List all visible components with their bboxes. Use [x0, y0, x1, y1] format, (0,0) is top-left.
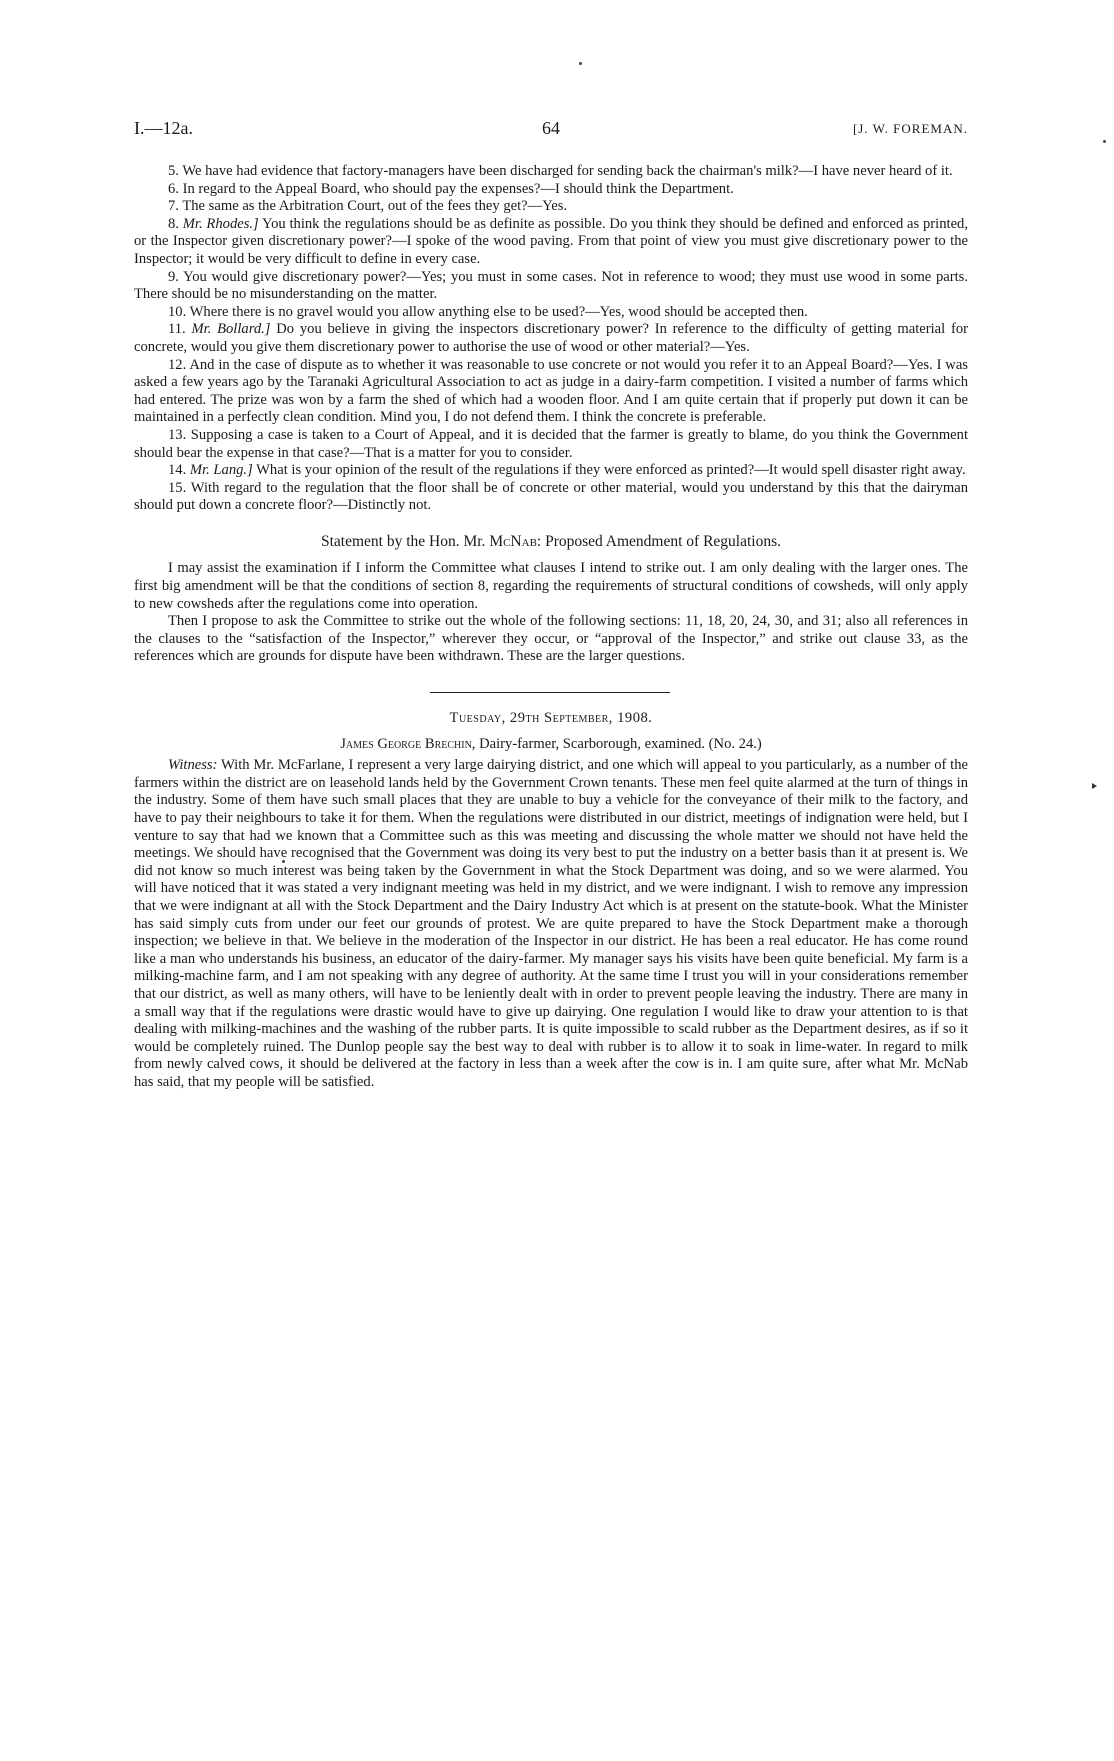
witness-heading: James George Brechin, Dairy-farmer, Scarborough, examined. (No. 24.)	[340, 735, 762, 752]
witness-running-head: [J. W. FOREMAN.	[852, 121, 968, 136]
witness-name: James George Brechin	[340, 735, 472, 752]
qa-item: 12. And in the case of dispute as to whether it was reasonable to use concrete or not would you refer it to an Appeal Board?—Yes. I was asked a few years ago by the Taranaki Agricultural Association to act as judge in a dairy-farm competition. I visited a number of farms which had entered. The prize was won by a farm the shed of which had a wooden floor. And I am quite certain that if properly put down it can be maintained in a perfectly clean condition. Mind you, I do not defend them. I think the concrete is preferable.	[134, 356, 968, 426]
witness-label: Witness:	[168, 757, 218, 774]
qa-item: 9. You would give discretionary power?—Yes; you must in some cases. Not in reference to wood; they must use wood in some parts. There should be no misunderstanding on the matter.	[134, 268, 969, 303]
statement-paragraph: I may assist the examination if I inform the Committee what clauses I intend to strike out. I am only dealing with the larger ones. The first big amendment will be that the conditions of section 8, regarding the requirements of structural conditions of cowsheds, will only apply to new cowsheds after the regulations come into operation.	[134, 560, 968, 612]
speaker-name: Mr. Bollard.]	[191, 321, 271, 338]
document-code: I.—12a.	[134, 118, 193, 138]
qa-item: 15. With regard to the regulation that the floor shall be of concrete or other material, would you understand by this that the dairyman should put down a concrete floor?—Distinctly not.	[134, 479, 969, 514]
scan-speck	[1103, 140, 1106, 143]
page-body	[134, 163, 968, 1092]
qa-item: 7. The same as the Arbitration Court, out of the fees they get?—Yes.	[168, 198, 568, 215]
scan-speck	[579, 62, 582, 65]
statement-body	[134, 560, 968, 666]
page-number: 64	[542, 118, 560, 138]
qa-item: 13. Supposing a case is taken to a Court of Appeal, and it is decided that the farmer is greatly to blame, do you think the Government should bear the expense in that case?—That is a matter for you to consider.	[134, 426, 968, 461]
section-divider	[134, 666, 968, 710]
qa-item: 10. Where there is no gravel would you allow anything else to be used?—Yes, wood should be accepted then.	[168, 303, 808, 320]
question-answer-list	[134, 163, 968, 515]
qa-item: 14. Mr. Lang.] What is your opinion of the result of the regulations if they were enforced as printed?—It would spell disaster right away.	[168, 462, 966, 479]
statement-heading: Statement by the Hon. Mr. McNab: Proposed Amendment of Regulations.	[320, 532, 782, 550]
margin-arrow-icon	[1092, 783, 1097, 789]
qa-item: 6. In regard to the Appeal Board, who should pay the expenses?—I should think the Department.	[168, 180, 734, 197]
session-date: Tuesday, 29th September, 1908.	[449, 710, 653, 727]
qa-item: 8. Mr. Rhodes.] You think the regulations should be as definite as possible. Do you think they should be defined and enforced as printed, or the Inspector given discretionary power?—I spoke of the wood paving. From that point of view you must give discretionary power to the Inspector; it would be very difficult to define in every case.	[134, 215, 969, 267]
witness-testimony: Witness: With Mr. McFarlane, I represent a very large dairying district, and one which will appeal to you particularly, as a number of the farmers within the district are on leasehold lands held by the Government Crown tenants. These men feel quite alarmed at the turn of things in the industry. Some of them have such small places that they are unable to buy a vehicle for the conveyance of their milk to the factory, and have to pay their neighbours to take it for them. When the regulations were distributed in our district, meetings of indignation were held, but I venture to say that had we known that a Committee such as this was meeting and discussing the whole matter we should not have held the meetings. We should have recognised that the Government was doing its very best to put the industry on a better basis than it at present is. We did not know so much interest was being taken by the Government in what the Stock Department was doing, and so we were alarmed. You will have noticed that it was stated a very indignant meeting was held in my district, and we were indignant. I wish to remove any impression that we were indignant at all with the Stock Department and the Dairy Industry Act which is at present on the statute-book. What the Minister has said simply cuts from under our feet our grounds of protest. We are quite prepared to have the Stock Department make a thorough inspection; we believe in that. We believe in the moderation of the Inspector in our district. He has been a real educator. He has come round like a man who understands his business, an educator of the dairy-farmer. My manager says his visits have been quite beneficial. My farm is a milking-machine farm, and I am not speaking with any degree of authority. At the same time I trust you will in your considerations remember that our district, as well as many others, will have to be leniently dealt with in order to prevent people leaving the industry. There are many in a small way that if the regulations were drastic would have to give up dairying. One regulation I would like to draw your attention to is that dealing with milking-machines and the washing of the rubber parts. It is quite impossible to scald rubber as the Department desires, as if so it would be completely ruined. The Dunlop people say the best way to deal with rubber is to allow it to soak in lime-water. In regard to milk from newly calved cows, it should be delivered at the factory in less than a week after the cow is in. I am quite sure, after what Mr. McNab has said, that my people will be satisfied.	[134, 757, 968, 1090]
qa-item: 5. We have had evidence that factory-managers have been discharged for sending back the chairman's milk?—I have never heard of it.	[168, 163, 953, 179]
divider-rule	[430, 692, 670, 693]
statement-paragraph: Then I propose to ask the Committee to strike out the whole of the following sections: 11, 18, 20, 24, 30, and 31; also all references in the clauses to the “satisfaction of the Inspector,” wherever they occur, or “approval of the Inspector,” and strike out clause 33, as the references which are grounds for dispute have been withdrawn. These are the larger questions.	[134, 613, 968, 665]
speaker-name: Mr. Rhodes.]	[182, 215, 259, 232]
qa-item: 11. Mr. Bollard.] Do you believe in giving the inspectors discretionary power? In reference to the difficulty of getting material for concrete, would you give them discretionary power to authorise the use of wood or other material?—Yes.	[134, 321, 968, 355]
running-header	[134, 118, 968, 148]
speaker-name: Mr. Lang.]	[189, 462, 253, 479]
